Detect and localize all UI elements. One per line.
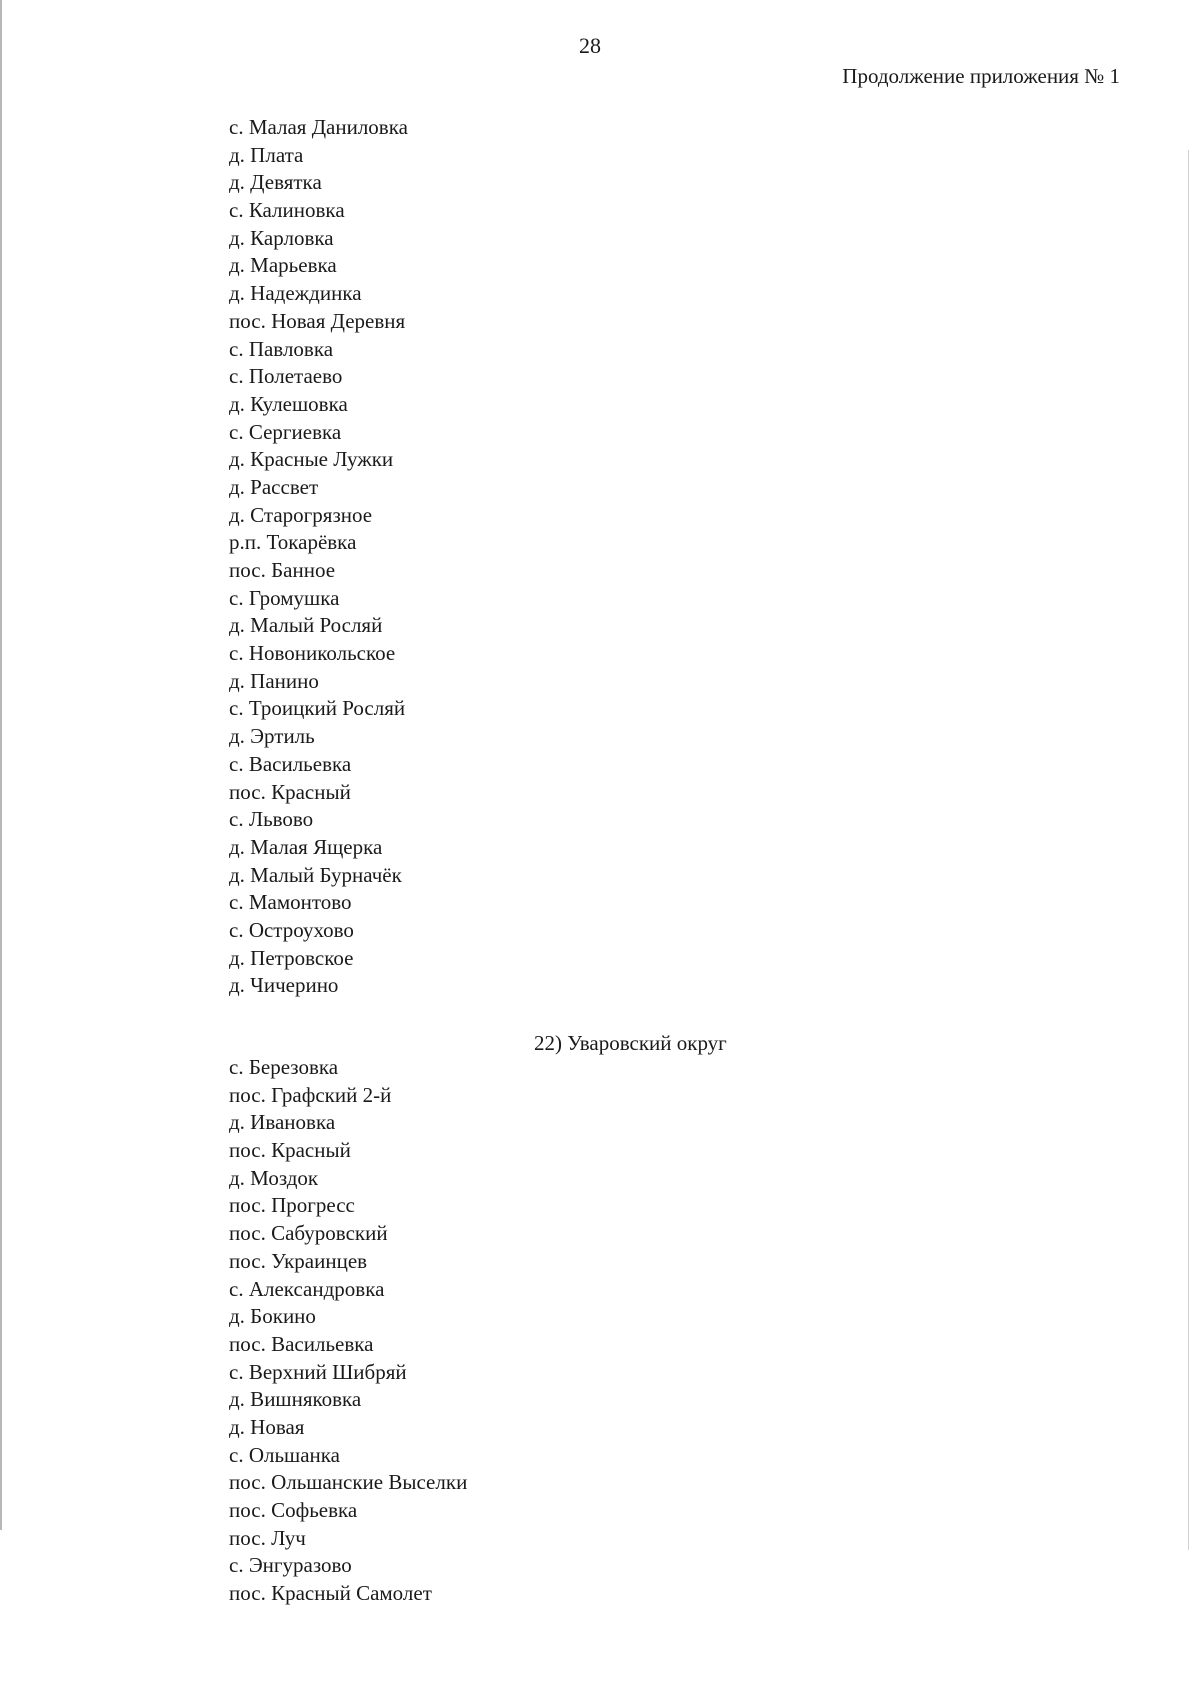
list-item: пос. Банное — [229, 558, 336, 582]
list-item: д. Бокино — [229, 1304, 316, 1329]
list-item: с. Остроухово — [229, 917, 354, 942]
scan-edge-left — [0, 0, 2, 1530]
list-item: пос. Ольшанские Выселки — [229, 1470, 468, 1495]
settlement-list-2 — [229, 1054, 467, 1608]
list-item: с. Новоникольское — [229, 641, 396, 666]
list-item: д. Девятка — [229, 170, 322, 195]
list-item: д. Рассвет — [229, 474, 319, 499]
list-item: с. Громушка — [229, 585, 340, 610]
list-item: пос. Графский 2-й — [229, 1082, 392, 1107]
list-item: пос. Сабуровский — [229, 1221, 388, 1246]
list-item: д. Красные Лужки — [229, 447, 394, 472]
list-item: д. Карловка — [229, 225, 334, 250]
settlement-list-1 — [229, 114, 408, 1000]
page-number: 28 — [579, 33, 601, 58]
list-item: с. Калиновка — [229, 198, 345, 223]
list-item: д. Эртиль — [229, 724, 315, 749]
list-item: пос. Софьевка — [229, 1498, 358, 1522]
list-item: пос. Новая Деревня — [229, 308, 406, 333]
list-item: пос. Луч — [229, 1525, 306, 1550]
scan-edge-right — [1188, 150, 1189, 1550]
list-item: с. Мамонтово — [229, 890, 352, 915]
list-item: пос. Красный — [229, 1138, 351, 1163]
list-item: с. Полетаево — [229, 364, 343, 389]
list-item: д. Вишняковка — [229, 1387, 362, 1412]
section-heading: 22) Уваровский округ — [534, 1031, 727, 1055]
list-item: д. Петровское — [229, 945, 354, 970]
list-item: д. Панино — [229, 668, 319, 693]
list-item: с. Малая Даниловка — [229, 115, 408, 139]
list-item: с. Львово — [229, 807, 314, 832]
list-item: д. Малый Росляй — [229, 613, 383, 638]
list-item: с. Энгуразово — [229, 1553, 352, 1578]
list-item: д. Надеждинка — [229, 281, 362, 306]
list-item: д. Марьевка — [229, 253, 337, 278]
list-item: д. Старогрязное — [229, 502, 373, 527]
list-item: р.п. Токарёвка — [229, 530, 357, 555]
list-item: д. Кулешовка — [229, 391, 348, 416]
appendix-continuation-header: Продолжение приложения № 1 — [842, 64, 1120, 88]
list-item: д. Малая Ящерка — [229, 834, 383, 859]
list-item: с. Ольшанка — [229, 1442, 340, 1467]
list-item: с. Александровка — [229, 1276, 385, 1301]
list-item: пос. Украинцев — [229, 1248, 368, 1273]
list-item: д. Моздок — [229, 1165, 319, 1190]
list-item: пос. Красный — [229, 779, 351, 804]
list-item: пос. Красный Самолет — [229, 1581, 432, 1606]
list-item: д. Малый Бурначёк — [229, 862, 402, 887]
list-item: с. Павловка — [229, 336, 334, 361]
list-item: с. Троицкий Росляй — [229, 696, 406, 721]
list-item: пос. Васильевка — [229, 1331, 374, 1356]
list-item: пос. Прогресс — [229, 1193, 355, 1218]
list-item: с. Сергиевка — [229, 419, 342, 444]
list-item: д. Ивановка — [229, 1110, 336, 1135]
list-item: с. Верхний Шибряй — [229, 1359, 407, 1384]
list-item: с. Березовка — [229, 1055, 339, 1079]
list-item: с. Васильевка — [229, 751, 352, 776]
list-item: д. Плата — [229, 142, 304, 167]
list-item: д. Чичерино — [229, 973, 339, 998]
list-item: д. Новая — [229, 1414, 305, 1439]
